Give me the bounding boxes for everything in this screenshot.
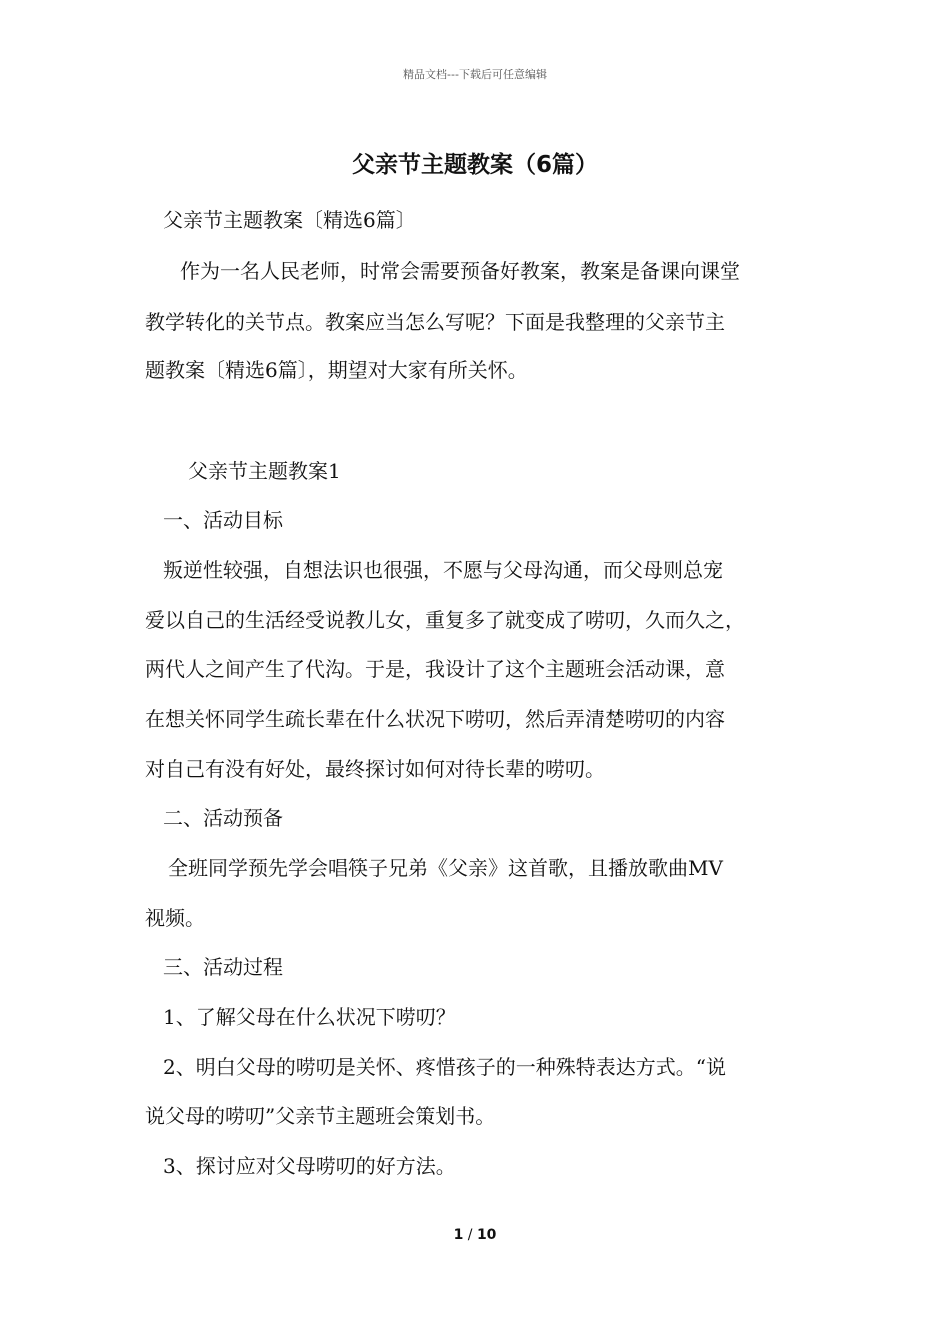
prep-line-1: 全班同学预先学会唱筷子兄弟《父亲》这首歌，且播放歌曲MV xyxy=(168,856,723,880)
total-pages: 10 xyxy=(476,1227,497,1243)
intro-line-3: 题教案〔精选6篇〕，期望对大家有所关怀。 xyxy=(145,358,528,382)
heading-activity-goal: 一、活动目标 xyxy=(163,508,283,532)
subtitle-line: 父亲节主题教案〔精选6篇〕 xyxy=(163,208,416,232)
intro-line-1: 作为一名人民老师，时常会需要预备好教案，教案是备课向课堂 xyxy=(180,259,740,283)
heading-activity-prep: 二、活动预备 xyxy=(163,806,283,830)
current-page: 1 xyxy=(453,1227,464,1243)
prep-line-2: 视频。 xyxy=(145,906,205,930)
page-number xyxy=(0,1227,950,1243)
page-separator: / xyxy=(467,1227,473,1243)
process-item-2-line-2: 说父母的唠叨”父亲节主题班会策划书。 xyxy=(145,1104,496,1128)
goal-line-5: 对自己有没有好处，最终探讨如何对待长辈的唠叨。 xyxy=(145,757,605,781)
heading-activity-process: 三、活动过程 xyxy=(163,955,283,979)
process-item-2-line-1: 2、明白父母的唠叨是关怀、疼惜孩子的一种殊特表达方式。“说 xyxy=(163,1055,726,1079)
document-title: 父亲节主题教案（6篇） xyxy=(351,152,598,178)
intro-line-2: 教学转化的关节点。教案应当怎么写呢？下面是我整理的父亲节主 xyxy=(145,310,725,334)
goal-line-3: 两代人之间产生了代沟。于是，我设计了这个主题班会活动课，意 xyxy=(145,657,725,681)
goal-line-1: 叛逆性较强，自想法识也很强，不愿与父母沟通，而父母则总宠 xyxy=(163,558,723,582)
process-item-1: 1、了解父母在什么状况下唠叨？ xyxy=(163,1005,456,1029)
goal-line-2: 爱以自己的生活经受说教儿女，重复多了就变成了唠叨，久而久之， xyxy=(145,608,745,632)
page-header: 精品文档---下载后可任意编辑 xyxy=(403,68,547,81)
section-heading-plan-1: 父亲节主题教案1 xyxy=(188,459,341,483)
process-item-3: 3、探讨应对父母唠叨的好方法。 xyxy=(163,1154,456,1178)
goal-line-4: 在想关怀同学生疏长辈在什么状况下唠叨，然后弄清楚唠叨的内容 xyxy=(145,707,725,731)
